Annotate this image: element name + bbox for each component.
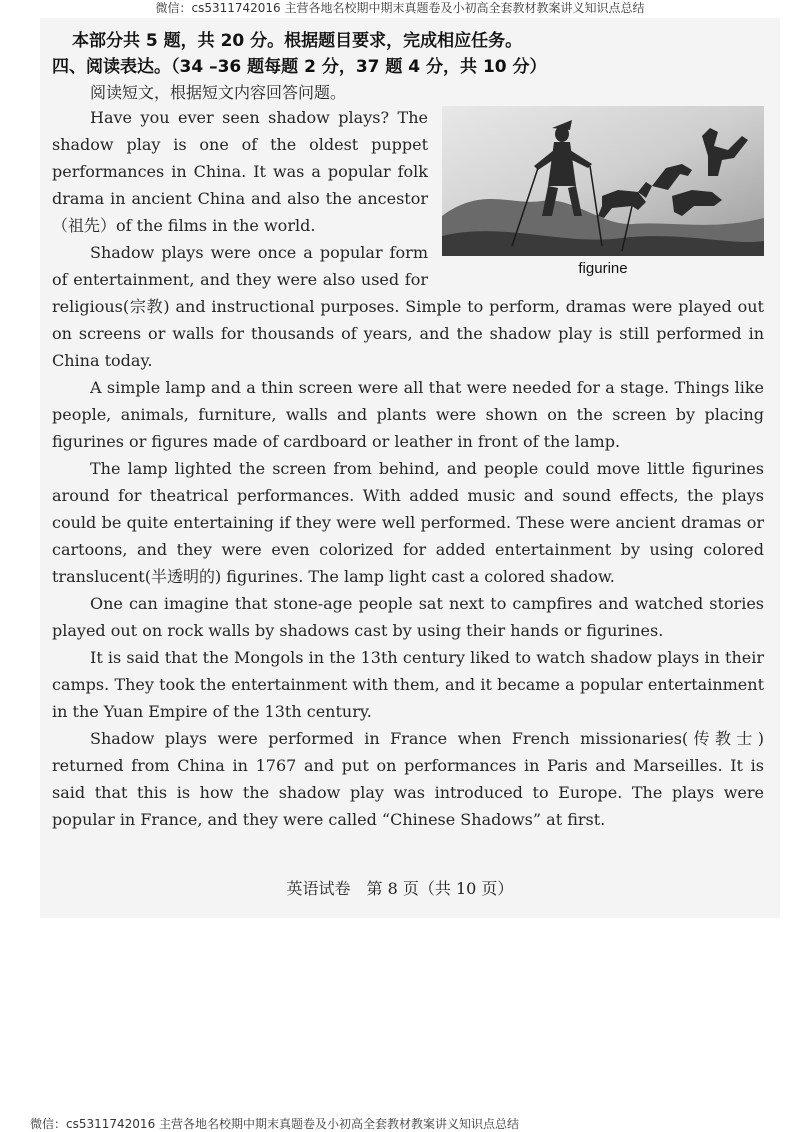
reading-instruction: 阅读短文，根据短文内容回答问题。 xyxy=(90,83,347,102)
passage-paragraph: One can imagine that stone-age people sat next to campfires and watched stories played out on rock walls by shadows cast by using their hands or figurines. xyxy=(52,594,764,640)
shadow-play-photo-icon xyxy=(442,106,764,256)
passage-paragraph: A simple lamp and a thin screen were all that were needed for a stage. Things like people, animals, furniture, walls and plants were shown on the screen by placing figurines or figures made of cardboard or leather in front of the lamp. xyxy=(52,378,764,451)
passage-paragraph: Shadow plays were once a popular form of entertainment, and they were also used for religious(宗教) and instructional purposes. Simple to perform, dramas were played out on screens or walls for thousands of years, and the shadow play is still performed in China today. xyxy=(52,243,764,370)
passage-paragraph: The lamp lighted the screen from behind, and people could move little figurines around for theatrical performances. With added music and sound effects, the plays could be quite entertaining if they were well performed. These were ancient dramas or cartoons, and they were even colorized for added entertainment by using colored translucent(半透明的) figurines. The lamp light cast a colored shadow. xyxy=(52,459,764,586)
page-number: 英语试卷 第 8 页（共 10 页） xyxy=(286,879,514,898)
part-intro: 本部分共 5 题，共 20 分。根据题目要求，完成相应任务。 xyxy=(72,31,523,51)
watermark-top: 微信：cs5311742016 主营各地名校期中期末真题卷及小初高全套教材教案讲义知识点总结 xyxy=(155,1,645,15)
section-title: 四、阅读表达。（34 –36 题每题 2 分，37 题 4 分，共 10 分） xyxy=(52,57,547,77)
passage-paragraph: Shadow plays were performed in France when French missionaries(传教士) returned from China in 1767 and put on performances in Paris and Marseilles. It is said that this is how the shadow play was introduced to Europe. The plays were popular in France, and they were called “Chinese Shadows” at first. xyxy=(52,729,764,829)
reading-passage xyxy=(52,104,764,833)
shadow-play-figure xyxy=(442,106,764,278)
figure-caption: figurine xyxy=(578,260,628,277)
watermark-bottom: 微信：cs5311742016 主营各地名校期中期末真题卷及小初高全套教材教案讲义知识点总结 xyxy=(30,1117,520,1131)
passage-paragraph: Have you ever seen shadow plays? The shadow play is one of the oldest puppet performances in China. It was a popular folk drama in ancient China and also the ancestor（祖先）of the films in the world. xyxy=(52,108,428,235)
passage-paragraph: It is said that the Mongols in the 13th century liked to watch shadow plays in their camps. They took the entertainment with them, and it became a popular entertainment in the Yuan Empire of the 13th century. xyxy=(52,648,764,721)
